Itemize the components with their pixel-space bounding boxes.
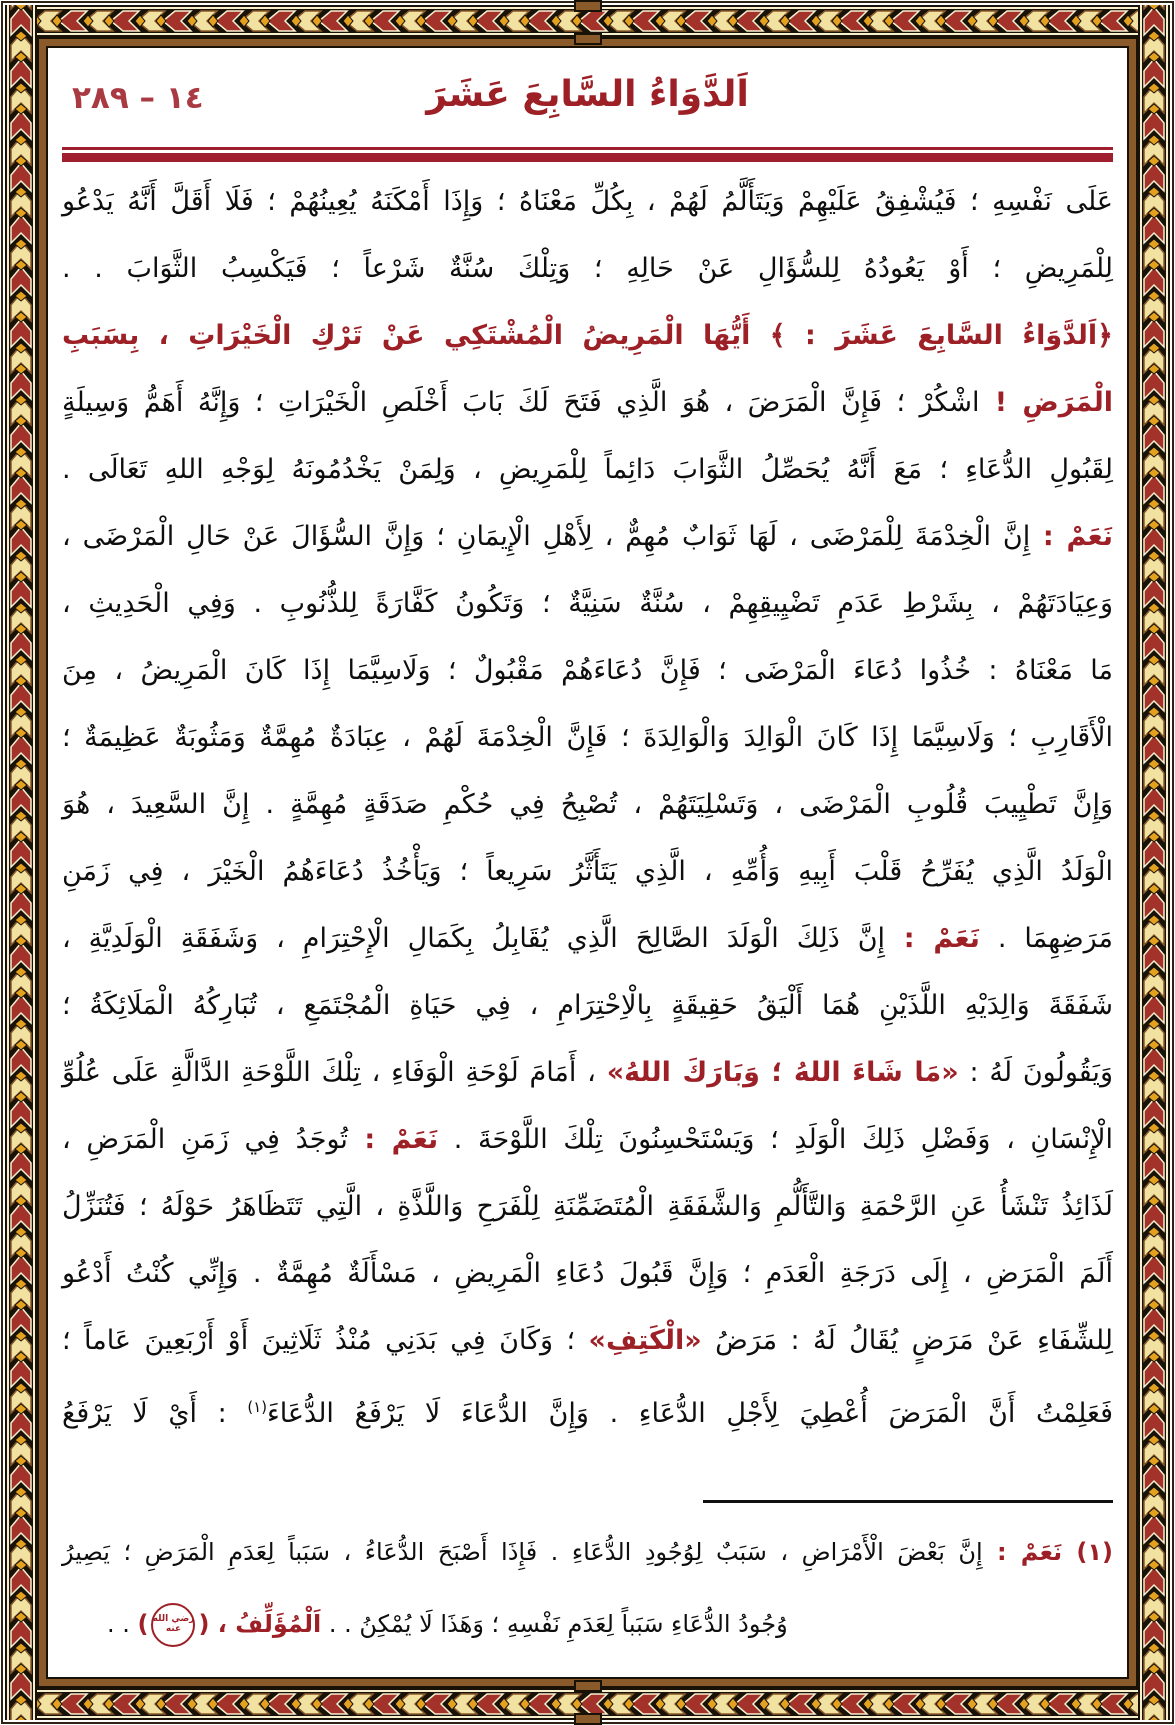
- author-seal-icon: رضي الله عنه: [151, 1603, 195, 1647]
- body-line: [62, 1240, 1113, 1307]
- text-segment: مَرَضِهِمَا .: [979, 923, 1113, 954]
- text-segment: ، أَمَامَ لَوْحَةِ الْوَفَاءِ ، تِلْكَ اللَّوْحَةِ الدَّالَّةِ عَلَى عُلُوِّ: [62, 1057, 607, 1088]
- ornamental-border-right-icon: [1138, 5, 1170, 1720]
- footnote-line: [62, 1516, 1113, 1588]
- text-segment: إِنَّ بَعْضَ الْأَمْرَاضِ ، سَبَبٌ لِوُجُودِ الدُّعَاءِ . فَإِذَا أَصْبَحَ الدُّعَاءُ ، سَبَباً لِعَدَمِ الْمَرَضِ ؛ يَصِيرُ: [62, 1538, 983, 1566]
- text-segment: فَعَلِمْتُ أَنَّ الْمَرَضَ أُعْطِيَ لِأَجْلِ الدُّعَاءِ . وَإِنَّ الدُّعَاءَ لَا يَرْفَعُ الدُّعَاءَ: [267, 1398, 1113, 1429]
- body-line: [62, 436, 1113, 503]
- text-segment: مَا مَعْنَاهُ : خُذُوا دُعَاءَ الْمَرْضَى ؛ فَإِنَّ دُعَاءَهُمْ مَقْبُولٌ ؛ وَلَاسِيَّمَا إِذَا كَانَ الْمَرِيضُ ، مِنَ: [62, 655, 1113, 686]
- text-segment: شَفَقَةَ وَالِدَيْهِ اللَّذَيْنِ هُمَا أَلْيَقُ حَقِيقَةٍ بِالْاِحْتِرَامِ ، فِي حَيَاةِ الْمُجْتَمَعِ ، تُبَارِكُهُ الْمَلَائِكَةُ ؛: [62, 990, 1113, 1021]
- body-line: [62, 369, 1113, 436]
- text-segment: وَيَقُولُونَ لَهُ :: [958, 1057, 1113, 1088]
- body-line: [62, 1039, 1113, 1106]
- border-medallion-tab-icon: [574, 33, 602, 45]
- highlighted-phrase: ﴿اَلدَّوَاءُ السَّابِعَ عَشَرَ : ﴾ أَيُّهَا الْمَرِيضُ الْمُشْتَكِي عَنْ تَرْكِ الْخَيْرَاتِ ، بِسَبَبِ: [62, 320, 1113, 351]
- text-segment: : أَيْ لَا يَرْفَعُ: [62, 1398, 248, 1429]
- highlighted-phrase: ): [137, 1610, 149, 1638]
- footnote-line: [62, 1588, 1113, 1660]
- highlighted-phrase: نَعَمْ :: [347, 1124, 439, 1155]
- text-segment: وَإِنَّ تَطْيِيبَ قُلُوبِ الْمَرْضَى ، وَتَسْلِيَتَهُمْ ، تُصْبِحُ فِي حُكْمِ صَدَقَةٍ مُهِمَّةٍ . إِنَّ السَّعِيدَ ، هُوَ: [62, 789, 1113, 820]
- text-segment: عَلَى نَفْسِهِ ؛ فَيُشْفِقُ عَلَيْهِمْ وَيَتَأَلَّمُ لَهُمْ ، بِكُلِّ مَعْنَاهُ ؛ وَإِذَا أَمْكَنَهُ يُعِينُهُمْ ؛ فَلَا أَقَلَّ أَنَّهُ يَدْعُو: [62, 186, 1113, 217]
- text-segment: وَعِيَادَتَهُمْ ، بِشَرْطِ عَدَمِ تَضْيِيقِهِمْ ، سُنَّةٌ سَنِيَّةٌ ؛ وَتَكُونُ كَفَّارَةً لِلذُّنُوبِ . وَفِي الْحَدِيثِ ،: [62, 588, 1113, 619]
- highlighted-phrase: (: [198, 1610, 210, 1638]
- highlighted-phrase: نَعَمْ :: [1030, 521, 1113, 552]
- text-segment: ؛ وَكَانَ فِي بَدَنِي مُنْذُ ثَلَاثِينَ أَوْ أَرْبَعِينَ عَاماً ؛: [62, 1325, 589, 1356]
- text-segment: أَلَمَ الْمَرَضِ ، إِلَى دَرَجَةِ الْعَدَمِ ؛ وَإِنَّ قَبُولَ دُعَاءِ الْمَرِيضِ ، مَسْأَلَةٌ مُهِمَّةٌ . وَإِنِّي كُنْتُ أَدْعُو: [62, 1258, 1113, 1289]
- text-segment: (١): [247, 1398, 267, 1416]
- text-segment: . .: [107, 1610, 138, 1638]
- footnote: [62, 1516, 1113, 1660]
- ornamental-border-left-icon: [5, 5, 37, 1720]
- highlighted-phrase: «الْكَتِفِ»: [588, 1325, 702, 1356]
- text-segment: وُجُودُ الدُّعَاءِ سَبَباً لِعَدَمِ نَفْسِهِ ؛ وَهَذَا لَا يُمْكِنُ . .: [321, 1610, 788, 1638]
- highlighted-phrase: «مَا شَاءَ اللهُ ؛ وَبَارَكَ اللهُ»: [606, 1057, 959, 1088]
- text-segment: لِلْمَرِيضِ ؛ أَوْ يَعُودُهُ لِلسُّؤَالِ عَنْ حَالِهِ ؛ وَتِلْكَ سُنَّةٌ شَرْعاً ؛ فَيَكْسِبُ الثَّوَابَ . .: [62, 253, 1113, 284]
- body-line: [62, 1173, 1113, 1240]
- body-line: [62, 905, 1113, 972]
- text-segment: لِلشِّفَاءِ عَنْ مَرَضٍ يُقَالُ لَهُ : مَرَضُ: [701, 1325, 1113, 1356]
- text-segment: لَذَائِذُ تَنْشَأُ عَنِ الرَّحْمَةِ وَالتَّأَلُّمِ وَالشَّفَقَةِ الْمُتَضَمِّنَةِ لِلْفَرَحِ وَاللَّذَّةِ ، الَّتِي تَتَظَاهَرُ حَوْلَهُ ؛ فَتُنَزِّلُ: [62, 1191, 1113, 1222]
- page-number: ١٤ – ٢٨٩: [72, 80, 204, 116]
- highlighted-phrase: الْمَرَضِ !: [979, 387, 1113, 418]
- body-line: [62, 168, 1113, 235]
- text-segment: لِقَبُولِ الدُّعَاءِ ؛ مَعَ أَنَّهُ يُحَصِّلُ الثَّوَابَ دَائِماً لِلْمَرِيضِ ، وَلِمَنْ يَخْدُمُونَهُ لِوَجْهِ اللهِ تَعَالَى .: [62, 454, 1113, 485]
- body-line: [62, 972, 1113, 1039]
- body-line: [62, 1374, 1113, 1441]
- text-segment: الْوَلَدُ الَّذِي يُفَرِّحُ قَلْبَ أَبِيهِ وَأُمِّهِ ، الَّذِي يَتَأَثَّرُ سَرِيعاً ؛ وَيَأْخُذُ دُعَاءَهُمُ الْخَيْرَ ، فِي زَمَنِ: [62, 856, 1113, 887]
- page-title: اَلدَّوَاءُ السَّابِعَ عَشَرَ: [426, 74, 749, 115]
- body-text: [62, 168, 1113, 1441]
- text-segment: تُوجَدُ فِي زَمَنِ الْمَرَضِ ،: [62, 1124, 348, 1155]
- body-line: [62, 1307, 1113, 1374]
- text-segment: الْأَقَارِبِ ؛ وَلَاسِيَّمَا إِذَا كَانَ الْوَالِدَ وَالْوَالِدَةَ ؛ فَإِنَّ الْخِدْمَةَ لَهُمْ ، عِبَادَةٌ مُهِمَّةٌ وَمَثُوبَةٌ عَظِيمَةٌ ؛: [62, 722, 1113, 753]
- highlighted-phrase: (١) نَعَمْ :: [982, 1538, 1113, 1566]
- body-line: [62, 302, 1113, 369]
- border-medallion-tab-icon: [574, 1680, 602, 1692]
- body-line: [62, 235, 1113, 302]
- text-segment: إِنَّ ذَلِكَ الْوَلَدَ الصَّالِحَ الَّذِي يُقَابِلُ بِكَمَالِ الْإِحْتِرَامِ ، وَشَفَقَةِ الْوَلَدِيَّةِ ،: [62, 923, 886, 954]
- text-segment: الْإِنْسَانِ ، وَفَضْلِ ذَلِكَ الْوَلَدِ ؛ وَيَسْتَحْسِنُونَ تِلْكَ اللَّوْحَةَ .: [438, 1124, 1113, 1155]
- body-line: [62, 704, 1113, 771]
- body-line: [62, 637, 1113, 704]
- highlighted-phrase: اَلْمُؤَلِّفُ ،: [209, 1610, 322, 1638]
- body-line: [62, 503, 1113, 570]
- header-rule: [62, 147, 1113, 162]
- text-segment: اشْكُرْ ؛ فَإِنَّ الْمَرَضَ ، هُوَ الَّذِي فَتَحَ لَكَ بَابَ أَخْلَصِ الْخَيْرَاتِ ؛ وَإِنَّهُ أَهَمُّ وَسِيلَةٍ: [62, 387, 980, 418]
- text-segment: إِنَّ الْخِدْمَةَ لِلْمَرْضَى ، لَهَا ثَوَابٌ مُهِمٌّ ، لِأَهْلِ الْإِيمَانِ ؛ وَإِنَّ السُّؤَالَ عَنْ حَالِ الْمَرْضَى ،: [62, 521, 1031, 552]
- border-medallion-tab-icon: [574, 0, 602, 12]
- body-line: [62, 1106, 1113, 1173]
- body-line: [62, 838, 1113, 905]
- body-line: [62, 570, 1113, 637]
- body-line: [62, 771, 1113, 838]
- highlighted-phrase: نَعَمْ :: [885, 923, 980, 954]
- border-medallion-tab-icon: [574, 1713, 602, 1725]
- footnote-separator: [703, 1500, 1113, 1503]
